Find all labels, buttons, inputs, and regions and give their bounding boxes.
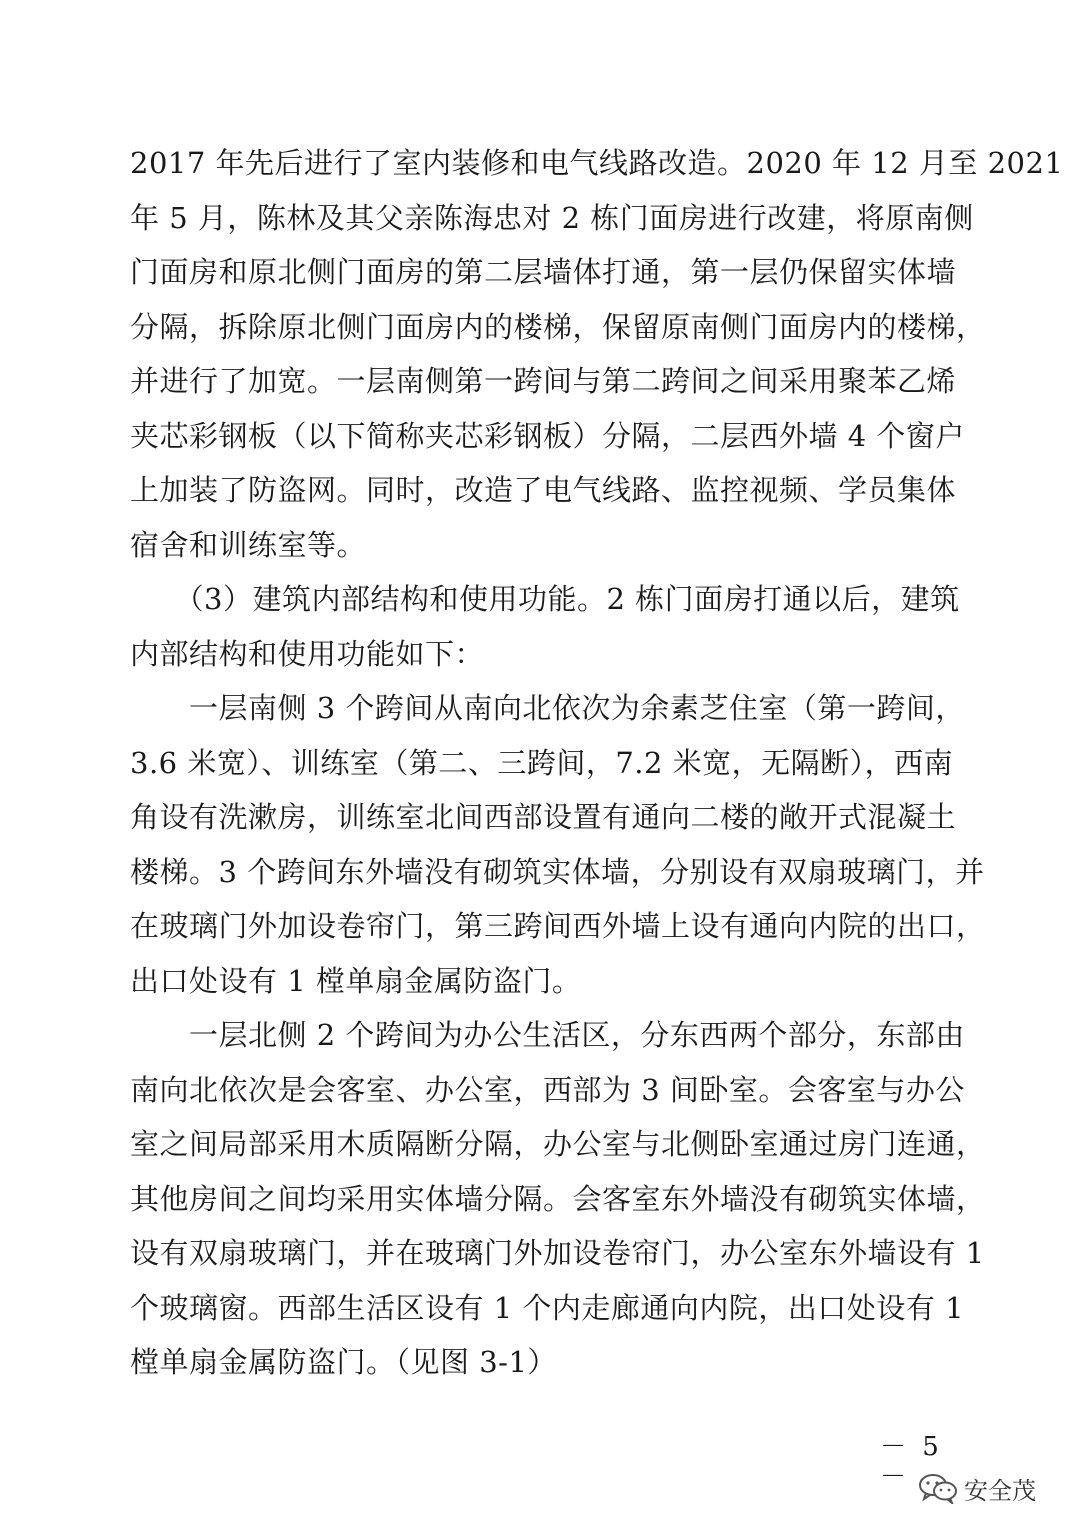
- wechat-icon: [918, 1472, 958, 1504]
- text-line: （3）建筑内部结构和使用功能。2 栋门面房打通以后，建筑: [130, 582, 960, 616]
- text-line: 2017 年先后进行了室内装修和电气线路改造。2020 年 12 月至 2021: [130, 146, 1064, 180]
- text-line: 内部结构和使用功能如下：: [130, 636, 485, 671]
- text-line: 一层北侧 2 个跨间为办公生活区，分东西两个部分，东部由: [130, 1018, 965, 1052]
- text-line: 并进行了加宽。一层南侧第一跨间与第二跨间之间采用聚苯乙烯: [130, 364, 957, 398]
- text-line: 南向北依次是会客室、办公室，西部为 3 间卧室。会客室与办公: [130, 1072, 965, 1107]
- paragraph-3: [130, 681, 986, 1008]
- text-line: 分隔，拆除原北侧门面房内的楼梯，保留原南侧门面房内的楼梯，: [130, 309, 986, 344]
- text-line: 室之间局部采用木质隔断分隔，办公室与北侧卧室通过房门连通，: [130, 1127, 986, 1161]
- paragraph-1: [130, 136, 1064, 572]
- text-line: 个玻璃窗。西部生活区设有 1 个内走廊通向内院，出口处设有 1: [130, 1290, 965, 1325]
- text-line: 出口处设有 1 樘单扇金属防盗门。: [130, 963, 582, 998]
- text-line: 楼梯。3 个跨间东外墙没有砌筑实体墙，分别设有双扇玻璃门，并: [130, 854, 985, 889]
- text-line: 在玻璃门外加设卷帘门，第三跨间西外墙上设有通向内院的出口，: [130, 909, 986, 943]
- paragraph-4: [130, 1008, 986, 1390]
- text-line: 3.6 米宽）、训练室（第二、三跨间，7.2 米宽，无隔断），西南: [130, 745, 954, 780]
- text-line: 设有双扇玻璃门，并在玻璃门外加设卷帘门，办公室东外墙设有 1: [130, 1236, 985, 1270]
- page-number: － 5 －: [880, 1432, 943, 1492]
- text-line: 上加装了防盗网。同时，改造了电气线路、监控视频、学员集体: [130, 473, 957, 507]
- text-line: 门面房和原北侧门面房的第二层墙体打通，第一层仍保留实体墙: [130, 255, 957, 289]
- watermark-text: 安全茂: [964, 1476, 1036, 1505]
- text-line: 一层南侧 3 个跨间从南向北依次为余素芝住室（第一跨间，: [130, 691, 965, 725]
- paragraph-2: [130, 572, 960, 681]
- text-line: 年 5 月，陈林及其父亲陈海忠对 2 栋门面房进行改建，将原南侧: [130, 200, 974, 235]
- text-line: 宿舍和训练室等。: [130, 527, 367, 562]
- watermark: [918, 1468, 1036, 1508]
- text-line: 樘单扇金属防盗门。（见图 3-1）: [130, 1345, 557, 1379]
- text-line: 角设有洗漱房，训练室北间西部设置有通向二楼的敞开式混凝土: [130, 800, 957, 834]
- text-line: 其他房间之间均采用实体墙分隔。会客室东外墙没有砌筑实体墙，: [130, 1181, 986, 1216]
- text-line: 夹芯彩钢板（以下简称夹芯彩钢板）分隔，二层西外墙 4 个窗户: [130, 418, 965, 453]
